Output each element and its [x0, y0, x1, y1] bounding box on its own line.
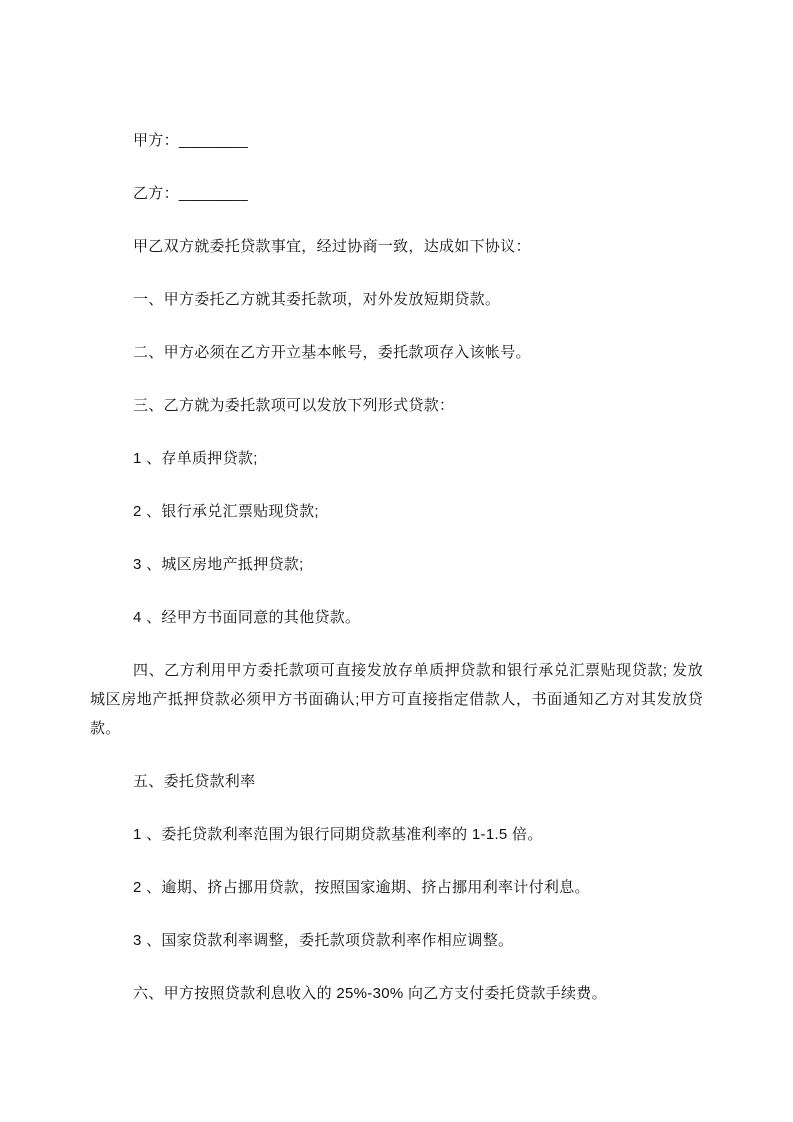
clause-5-item-1: 1 、委托贷款利率范围为银行同期贷款基准利率的 1-1.5 倍。 [133, 826, 543, 843]
clause-3-item-2: 2 、银行承兑汇票贴现贷款; [133, 503, 319, 520]
party-b-line: 乙方：________ [133, 185, 249, 202]
party-a-line: 甲方：________ [133, 132, 249, 149]
preamble: 甲乙双方就委托贷款事宜，经过协商一致，达成如下协议： [133, 238, 531, 255]
clause-3-item-1: 1 、存单质押贷款; [133, 450, 258, 467]
clause-3-item-3: 3 、城区房地产抵押贷款; [133, 556, 304, 573]
clause-6: 六、甲方按照贷款利息收入的 25%-30% 向乙方支付委托贷款手续费。 [133, 985, 607, 1002]
clause-5-item-3: 3 、国家贷款利率调整，委托款项贷款利率作相应调整。 [133, 932, 514, 949]
clause-4: 四、乙方利用甲方委托款项可直接发放存单质押贷款和银行承兑汇票贴现贷款; 发放城区房地产抵押贷款必须甲方书面确认;甲方可直接指定借款人，书面通知乙方对其发放贷款。 [90, 662, 703, 737]
clause-2: 二、甲方必须在乙方开立基本帐号，委托款项存入该帐号。 [133, 344, 531, 361]
clause-3-item-4: 4 、经甲方书面同意的其他贷款。 [133, 609, 361, 626]
clause-5: 五、委托贷款利率 [133, 773, 256, 790]
clause-1: 一、甲方委托乙方就其委托款项，对外发放短期贷款。 [133, 291, 501, 308]
clause-5-item-2: 2 、逾期、挤占挪用贷款，按照国家逾期、挤占挪用利率计付利息。 [133, 879, 590, 896]
clause-3: 三、乙方就为委托款项可以发放下列形式贷款： [133, 397, 455, 414]
